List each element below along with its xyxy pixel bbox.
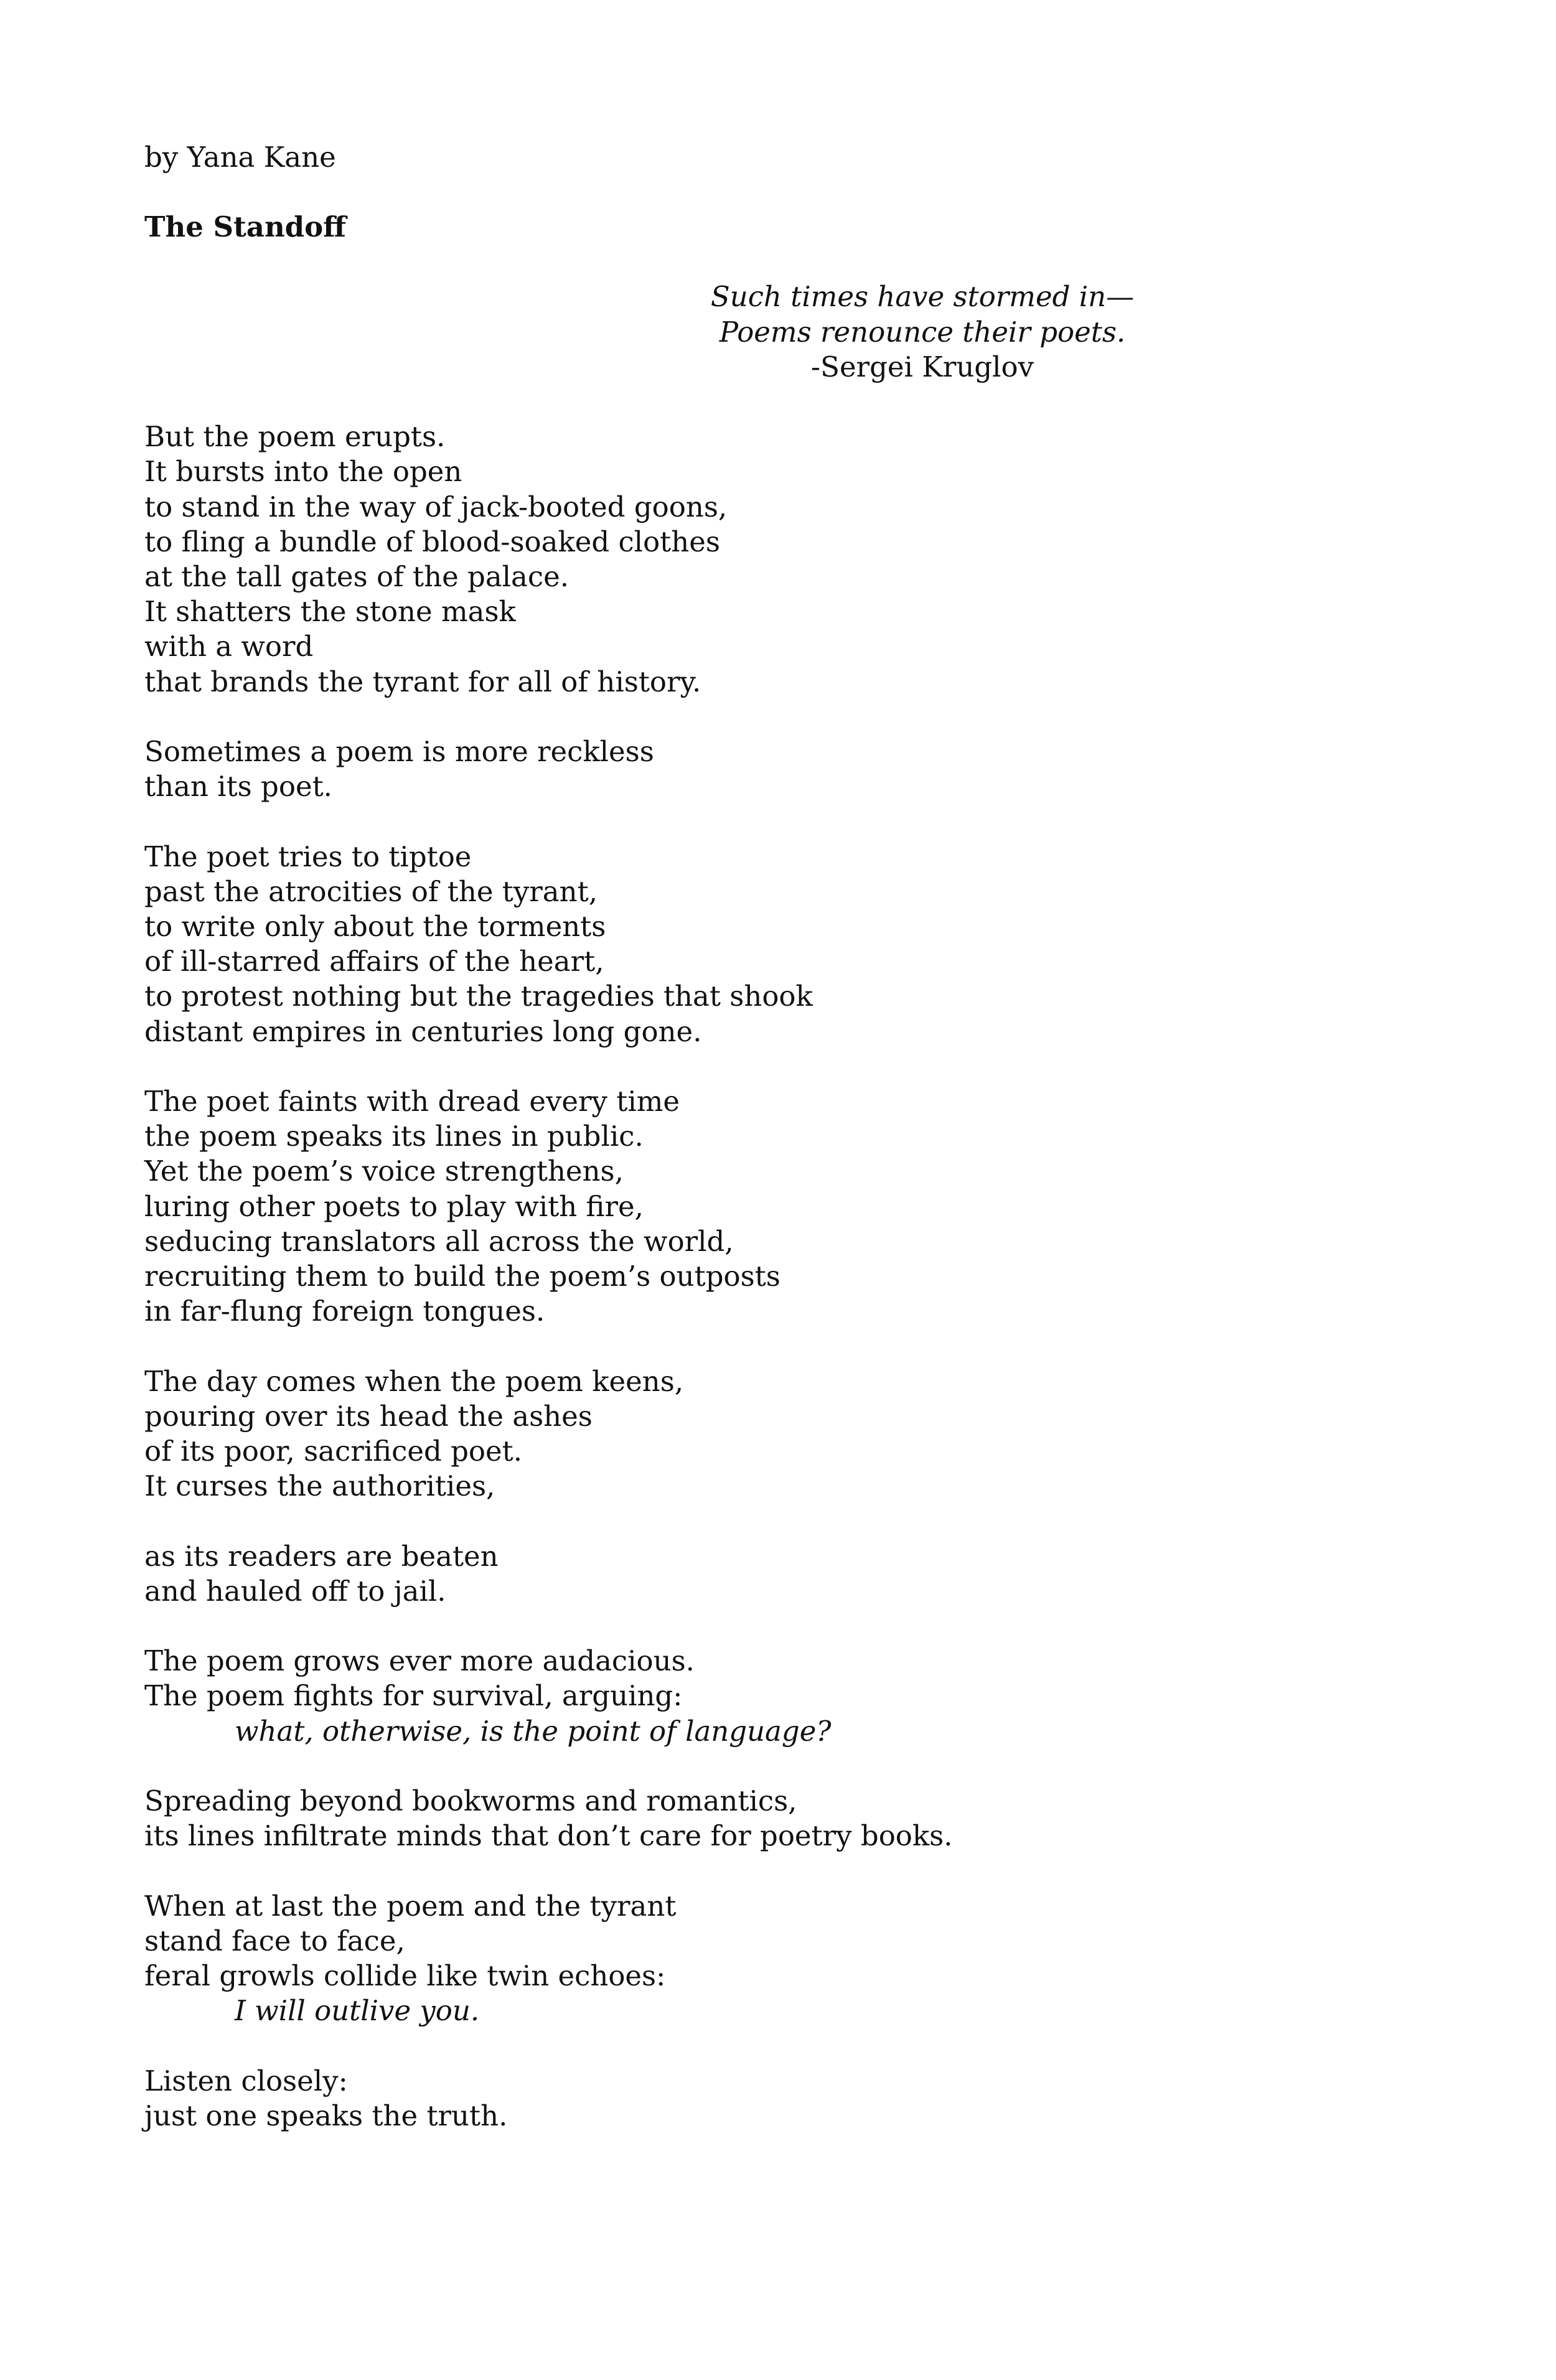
stanza xyxy=(144,734,1451,804)
poem-line: seducing translators all across the world, xyxy=(144,1224,734,1258)
stanza xyxy=(144,419,1451,700)
poem-line: at the tall gates of the palace. xyxy=(144,560,569,593)
poem-line: stand face to face, xyxy=(144,1924,405,1957)
poem-body xyxy=(144,419,1451,2134)
poem-line: as its readers are beaten xyxy=(144,1539,499,1573)
poem-line: feral growls collide like twin echoes: xyxy=(144,1959,666,1992)
poem-line: of ill-starred affairs of the heart, xyxy=(144,945,604,978)
poem-line: Spreading beyond bookworms and romantics, xyxy=(144,1784,797,1817)
poem-line: to stand in the way of jack-booted goons, xyxy=(144,490,728,523)
poem-line: But the poem erupts. xyxy=(144,420,446,454)
epigraph xyxy=(605,279,1240,385)
poem-line: with a word xyxy=(144,630,314,663)
poem-line: It curses the authorities, xyxy=(144,1469,495,1503)
poem-line: The day comes when the poem keens, xyxy=(144,1364,684,1398)
poem-line: When at last the poem and the tyrant xyxy=(144,1889,677,1923)
poem-line: to write only about the torments xyxy=(144,909,606,943)
poem-line: its lines infiltrate minds that don’t care for poetry books. xyxy=(144,1819,953,1853)
stanza xyxy=(144,1084,1451,1329)
document-page xyxy=(144,140,1451,2134)
poem-line: Sometimes a poem is more reckless xyxy=(144,734,654,768)
stanza xyxy=(144,1889,1451,2029)
epigraph-attribution: -Sergei Kruglov xyxy=(810,350,1034,383)
poem-line-italic: I will outlive you. xyxy=(235,1994,480,2028)
poem-line: the poem speaks its lines in public. xyxy=(144,1120,644,1153)
epigraph-line: Poems renounce their poets. xyxy=(719,315,1126,349)
stanza xyxy=(144,2064,1451,2134)
poem-line: to protest nothing but the tragedies that shook xyxy=(144,980,813,1013)
stanza xyxy=(144,1539,1451,1609)
stanza xyxy=(144,1644,1451,1749)
poem-line: than its poet. xyxy=(144,770,332,803)
poem-line: The poem grows ever more audacious. xyxy=(144,1644,695,1678)
poem-line: It shatters the stone mask xyxy=(144,595,516,629)
poem-line: of its poor, sacrificed poet. xyxy=(144,1435,522,1468)
poem-line: to fling a bundle of blood-soaked clothes xyxy=(144,525,720,558)
poem-line: distant empires in centuries long gone. xyxy=(144,1014,702,1048)
epigraph-line: Such times have stormed in— xyxy=(710,280,1135,314)
poem-line: Listen closely: xyxy=(144,2064,348,2097)
poem-line: Yet the poem’s voice strengthens, xyxy=(144,1155,624,1188)
poem-line: The poet tries to tiptoe xyxy=(144,840,472,873)
author-byline: by Yana Kane xyxy=(144,141,336,174)
poem-line: that brands the tyrant for all of history. xyxy=(144,665,701,698)
stanza xyxy=(144,1364,1451,1504)
poem-line: luring other poets to play with fire, xyxy=(144,1189,644,1223)
poem-line: The poem fights for survival, arguing: xyxy=(144,1679,683,1713)
poem-line: just one speaks the truth. xyxy=(144,2099,508,2132)
poem-line: and hauled off to jail. xyxy=(144,1574,446,1608)
stanza xyxy=(144,1784,1451,1853)
poem-title: The Standoff xyxy=(144,210,347,244)
poem-line: It bursts into the open xyxy=(144,455,462,489)
poem-line: The poet faints with dread every time xyxy=(144,1084,680,1118)
stanza xyxy=(144,840,1451,1049)
poem-line: pouring over its head the ashes xyxy=(144,1399,593,1433)
poem-line: recruiting them to build the poem’s outposts xyxy=(144,1260,780,1293)
poem-line: past the atrocities of the tyrant, xyxy=(144,874,598,908)
poem-line-italic: what, otherwise, is the point of language? xyxy=(235,1714,832,1748)
poem-line: in far-flung foreign tongues. xyxy=(144,1295,545,1328)
